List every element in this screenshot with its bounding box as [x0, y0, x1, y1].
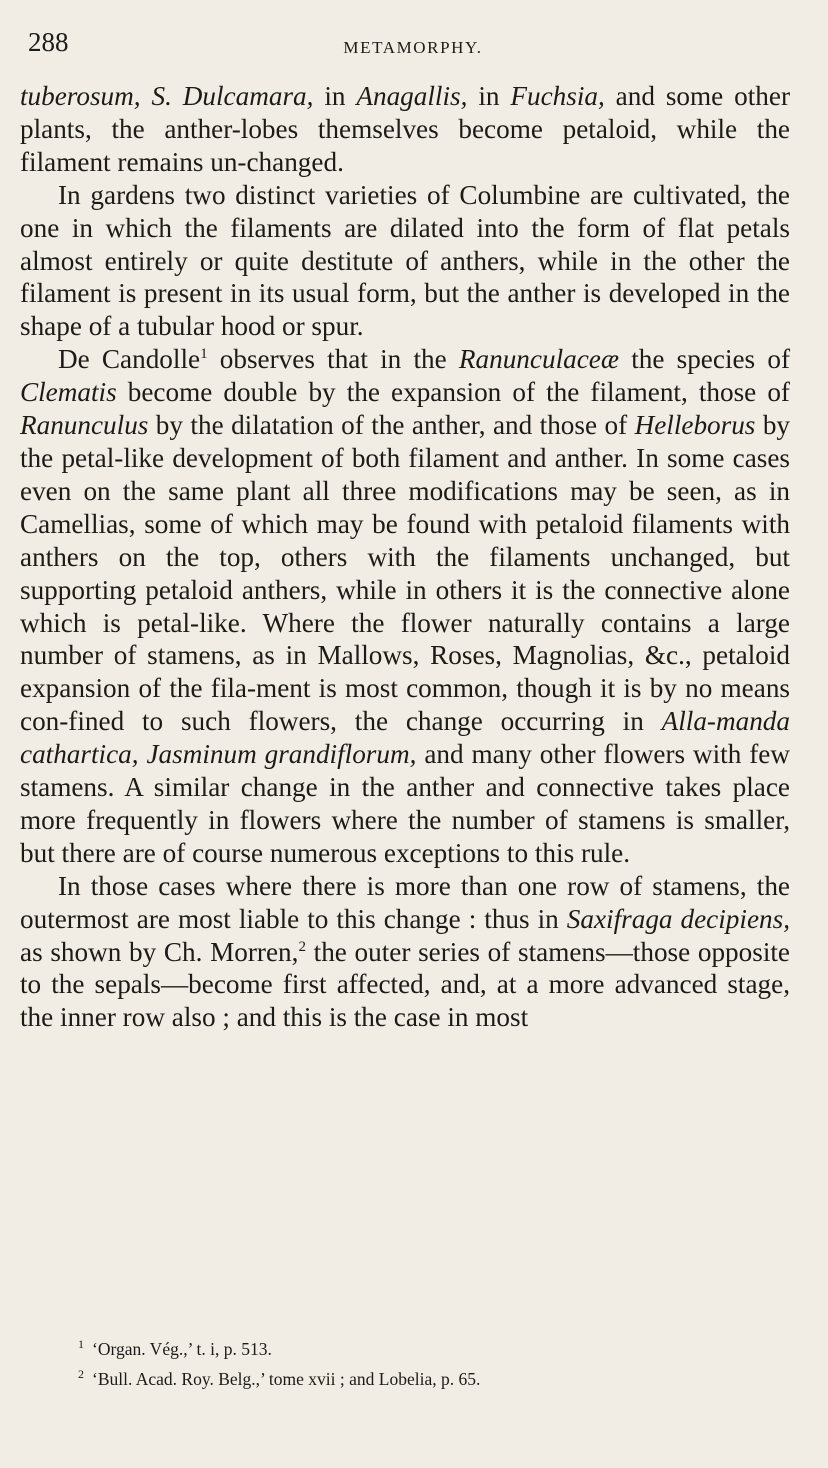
- text-segment: and some other plants, the anther-lobes themselves become petaloid, while the filament remains un-changed.: [20, 81, 790, 177]
- footnote-ref-1: 1: [200, 346, 208, 363]
- text-segment: the species of: [618, 344, 791, 375]
- footnote-text: ‘Organ. Vég.,’ t. i, p. 513.: [92, 1338, 272, 1359]
- footnote-mark: 2: [78, 1366, 84, 1381]
- footnote-2: [78, 1362, 778, 1392]
- page-number: 288: [28, 27, 69, 57]
- paragraph-columbine: [20, 179, 790, 344]
- text-segment: and many other flowers with few stamens. A similar change in the anther and connective takes place more frequently in flowers where the number of stamens is smaller, but there are of course numerous exceptions to this rule.: [20, 739, 790, 868]
- text-segment: observes that in the: [207, 344, 459, 375]
- text-segment: as shown by Ch. Morren,: [20, 936, 299, 967]
- text-segment: by the petal-like development of both filament and anther. In some cases even on the same plant all three modifications may be seen, as in Camellias, some of which may be found with petaloid filaments with anthers on the top, others with the filaments unchanged, but supporting petaloid anthers, while in others it is the connective alone which is petal-like. Where the flower naturally contains a large number of stamens, as in Mallows, Roses, Magnolias, &c., petaloid expansion of the fila-ment is most common, though it is by no means con-fined to such flowers, the change occurring in: [20, 410, 791, 737]
- italic-text: Anagallis,: [356, 81, 468, 111]
- body-text: [20, 80, 790, 1034]
- italic-text: Saxifraga decipiens,: [566, 903, 790, 934]
- footnote-1: [78, 1332, 778, 1362]
- italic-text: Ranunculus: [20, 410, 149, 441]
- text-segment: In those cases where there is more than one row of stamens, the outermost are most liable to this change : thus in: [20, 870, 790, 934]
- paragraph-continued: [20, 80, 790, 179]
- text-segment: De Candolle: [58, 344, 201, 375]
- paragraph-outer-stamens: [20, 870, 790, 1035]
- italic-text: Helleborus: [634, 410, 756, 441]
- text-segment: In gardens two distinct varieties of Columbine are cultivated, the one in which the filaments are dilated into the form of flat petals almost entirely or quite destitute of anthers, while in the other the filament is present in its usual form, but the anther is developed in the shape of a tubular hood or spur.: [20, 179, 790, 342]
- running-title: METAMORPHY.: [343, 38, 483, 57]
- text-segment: by the dilatation of the anther, and those of: [148, 410, 635, 441]
- italic-text: Clematis: [20, 377, 117, 408]
- italic-text: Fuchsia,: [510, 81, 605, 111]
- italic-text: Alla-manda cathartica, Jasminum grandiflorum,: [20, 706, 790, 770]
- text-segment: in: [467, 81, 511, 111]
- text-segment: in: [313, 81, 357, 111]
- page-header: [28, 26, 798, 66]
- text-segment: become double by the expansion of the filament, those of: [116, 377, 790, 408]
- footnote-mark: 1: [78, 1337, 84, 1351]
- italic-text: tuberosum, S. Dulcamara,: [20, 81, 314, 111]
- footnote-text: ‘Bull. Acad. Roy. Belg.,’ tome xvii ; and Lobelia, p. 65.: [92, 1368, 481, 1389]
- text-segment: the outer series of stamens—those opposite to the sepals—become first affected, and, at a more advanced stage, the inner row also ; and this is the case in most: [20, 936, 790, 1033]
- paragraph-de-candolle: [20, 343, 790, 870]
- footnote-ref-2: 2: [298, 938, 306, 955]
- italic-text: Ranunculaceæ: [458, 344, 619, 375]
- footnotes: [78, 1332, 778, 1392]
